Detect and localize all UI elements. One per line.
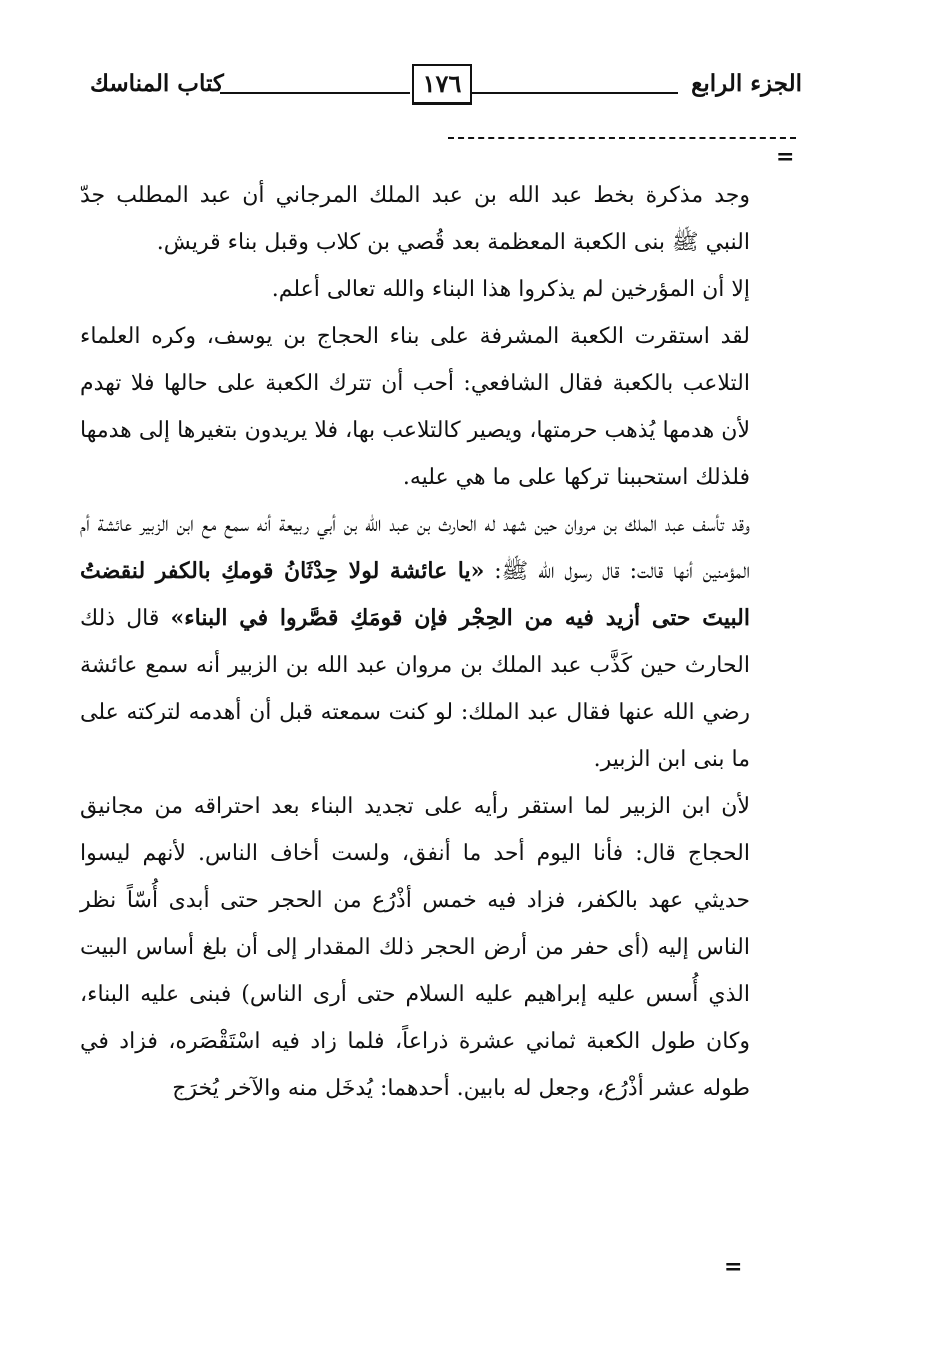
page-body [80, 172, 750, 1112]
header-rule-left [220, 92, 410, 94]
running-header [80, 62, 802, 112]
hadith-quote: «يا عائشة لولا حِدْثَانُ قومكِ بالكفر لنقضتُ البيتَ حتى أزيد فيه من الحِجْر فإن قومَكِ قصَّروا في البناء» [80, 558, 751, 631]
bottom-continuation-mark: = [724, 1254, 743, 1280]
paragraph [80, 501, 750, 783]
paragraph: إلا أن المؤرخين لم يذكروا هذا البناء والله تعالى أعلم. [271, 277, 750, 302]
header-rule-right [472, 92, 678, 94]
header-part-label: الجزء الرابع [691, 70, 802, 97]
paragraph: لأن ابن الزبير لما استقر رأيه على تجديد البناء بعد احتراقه من مجانيق الحجاج قال: فأنا اليوم أحد ما أنفق، ولست أخاف الناس. لأنهم ليسوا حديثي عهد بالكفر، فزاد فيه خمس أذْرُع من الحجر حتى أبدى أُسّاً نظر الناس إليه (أى حفر من أرض الحجر ذلك المقدار إلى أن بلغ أساس البيت الذي أُسس عليه إبراهيم عليه السلام حتى أرى الناس) فبنى عليه البناء، وكان طول الكعبة ثماني عشرة ذراعاً، فلما زاد فيه اسْتَقْصَره، فزاد في طوله عشر أذْرُع، وجعل له بابين. أحدهما: يُدخَل منه والآخر يُخرَج [80, 794, 750, 1101]
paragraph: وجد مذكرة بخط عبد الله بن عبد الملك المرجاني أن عبد المطلب جدّ النبي ﷺ بنى الكعبة المعظمة بعد قُصي بن كلاب وقبل بناء قريش. [80, 183, 750, 255]
header-book-title: كتاب المناسك [90, 70, 224, 97]
top-continuation-mark: = [776, 144, 795, 170]
header-dashed-rule [448, 137, 796, 139]
paragraph: لقد استقرت الكعبة المشرفة على بناء الحجاج بن يوسف، وكره العلماء التلاعب بالكعبة فقال الشافعي: أحب أن تترك الكعبة على حالها فلا تهدم لأن هدمها يُذهب حرمتها، ويصير كالتلاعب بها، فلا يريدون بتغيرها إلى هدمها فلذلك استحببنا تركها على ما هي عليه. [80, 324, 750, 490]
paragraph-text: وقد تأسف عبد الملك بن مروان حين شهد له الحارث بن عبد الله بن أبي ربيعة أنه سمع مع ابن الزبير عائشة أم المؤمنين أنها قالت: قال رسول الله ﷺ: [80, 512, 750, 584]
paragraph-text: قال ذلك الحارث حين كَذَّب عبد الملك بن مروان عبد الله بن الزبير أنه سمع عائشة رضي الله عنها فقال عبد الملك: لو كنت سمعته قبل أن أهدمه لتركته على ما بنى ابن الزبير. [80, 606, 750, 772]
page-number: ١٧٦ [412, 64, 472, 105]
